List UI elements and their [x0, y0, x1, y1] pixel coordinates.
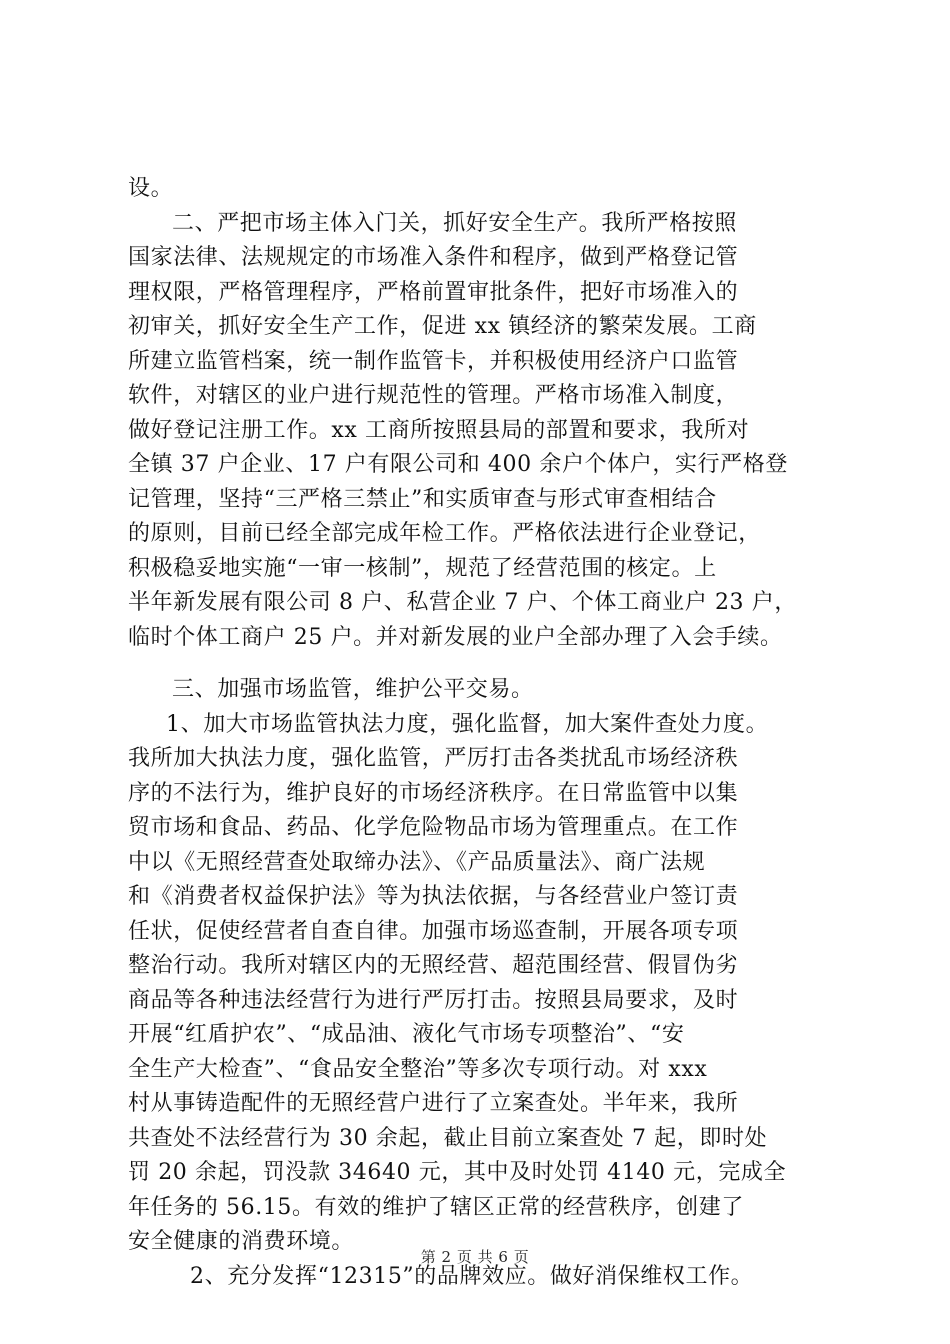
document-body: [128, 172, 848, 1294]
text-line: 商品等各种违法经营行为进行严厉打击。按照县局要求，及时: [128, 987, 739, 1013]
text-line: 国家法律、法规规定的市场准入条件和程序，做到严格登记管: [128, 245, 739, 270]
text-line: 全生产大检查”、“食品安全整治”等多次专项行动。对 xxx: [128, 1056, 708, 1082]
text-line: 设。: [128, 176, 174, 201]
text-line: 共查处不法经营行为 30 余起，截止目前立案查处 7 起，即时处: [128, 1125, 768, 1151]
text-line: 任状，促使经营者自查自律。加强市场巡查制，开展各项专项: [128, 918, 739, 944]
text-line: 我所加大执法力度，强化监管，严厉打击各类扰乱市场经济秩: [128, 746, 739, 771]
text-line: 临时个体工商户 25 户。并对新发展的业户全部办理了入会手续。: [128, 624, 783, 650]
text-line: 半年新发展有限公司 8 户、私营企业 7 户、个体工商业户 23 户，: [128, 590, 797, 615]
text-line: 全镇 37 户企业、17 户有限公司和 400 余户个体户，实行严格登: [128, 452, 788, 477]
text-line: 开展“红盾护农”、“成品油、液化气市场专项整治”、“安: [128, 1022, 685, 1047]
text-line: 做好登记注册工作。xx 工商所按照县局的部置和要求，我所对: [128, 417, 750, 443]
text-line: 序的不法行为，维护良好的市场经济秩序。在日常监管中以集: [128, 780, 739, 806]
text-line: 整治行动。我所对辖区内的无照经营、超范围经营、假冒伪劣: [128, 953, 739, 978]
subsection-heading-1: 1、加大市场监管执法力度，强化监督，加大案件查处力度。: [166, 711, 769, 737]
text-line: 村从事铸造配件的无照经营户进行了立案查处。半年来，我所: [128, 1091, 739, 1116]
paragraph-gap: [128, 655, 848, 673]
text-line: 初审关，抓好安全生产工作，促进 xx 镇经济的繁荣发展。工商: [128, 314, 757, 339]
text-line: 年任务的 56.15。有效的维护了辖区正常的经营秩序，创建了: [128, 1194, 744, 1220]
text-line: 所建立监管档案，统一制作监管卡，并积极使用经济户口监管: [128, 348, 739, 374]
text-line: 贸市场和食品、药品、化学危险物品市场为管理重点。在工作: [128, 815, 739, 840]
text-line: 中以《无照经营查处取缔办法》、《产品质量法》、商广法规: [128, 849, 706, 875]
text-line: 软件，对辖区的业户进行规范性的管理。严格市场准入制度，: [128, 383, 739, 408]
section-heading-3: 三、加强市场监管，维护公平交易。: [172, 677, 534, 702]
text-line: 积极稳妥地实施“一审一核制”，规范了经营范围的核定。上: [128, 555, 717, 581]
subsection-heading-2: 2、充分发挥“12315”的品牌效应。做好消保维权工作。: [190, 1263, 754, 1289]
text-line: 记管理，坚持“三严格三禁止”和实质审查与形式审查相结合: [128, 486, 717, 512]
page-footer: 第 2 页 共 6 页: [420, 1248, 530, 1266]
text-line: 安全健康的消费环境。: [128, 1229, 355, 1254]
text-line: 的原则，目前已经全部完成年检工作。严格依法进行企业登记，: [128, 521, 761, 546]
text-line: 罚 20 余起，罚没款 34640 元，其中及时处罚 4140 元，完成全: [128, 1160, 787, 1185]
text-line: 和《消费者权益保护法》等为执法依据，与各经营业户签订责: [128, 884, 739, 909]
text-line: 理权限，严格管理程序，严格前置审批条件，把好市场准入的: [128, 279, 739, 305]
section-heading-2: 二、严把市场主体入门关，抓好安全生产。我所严格按照: [172, 210, 738, 236]
